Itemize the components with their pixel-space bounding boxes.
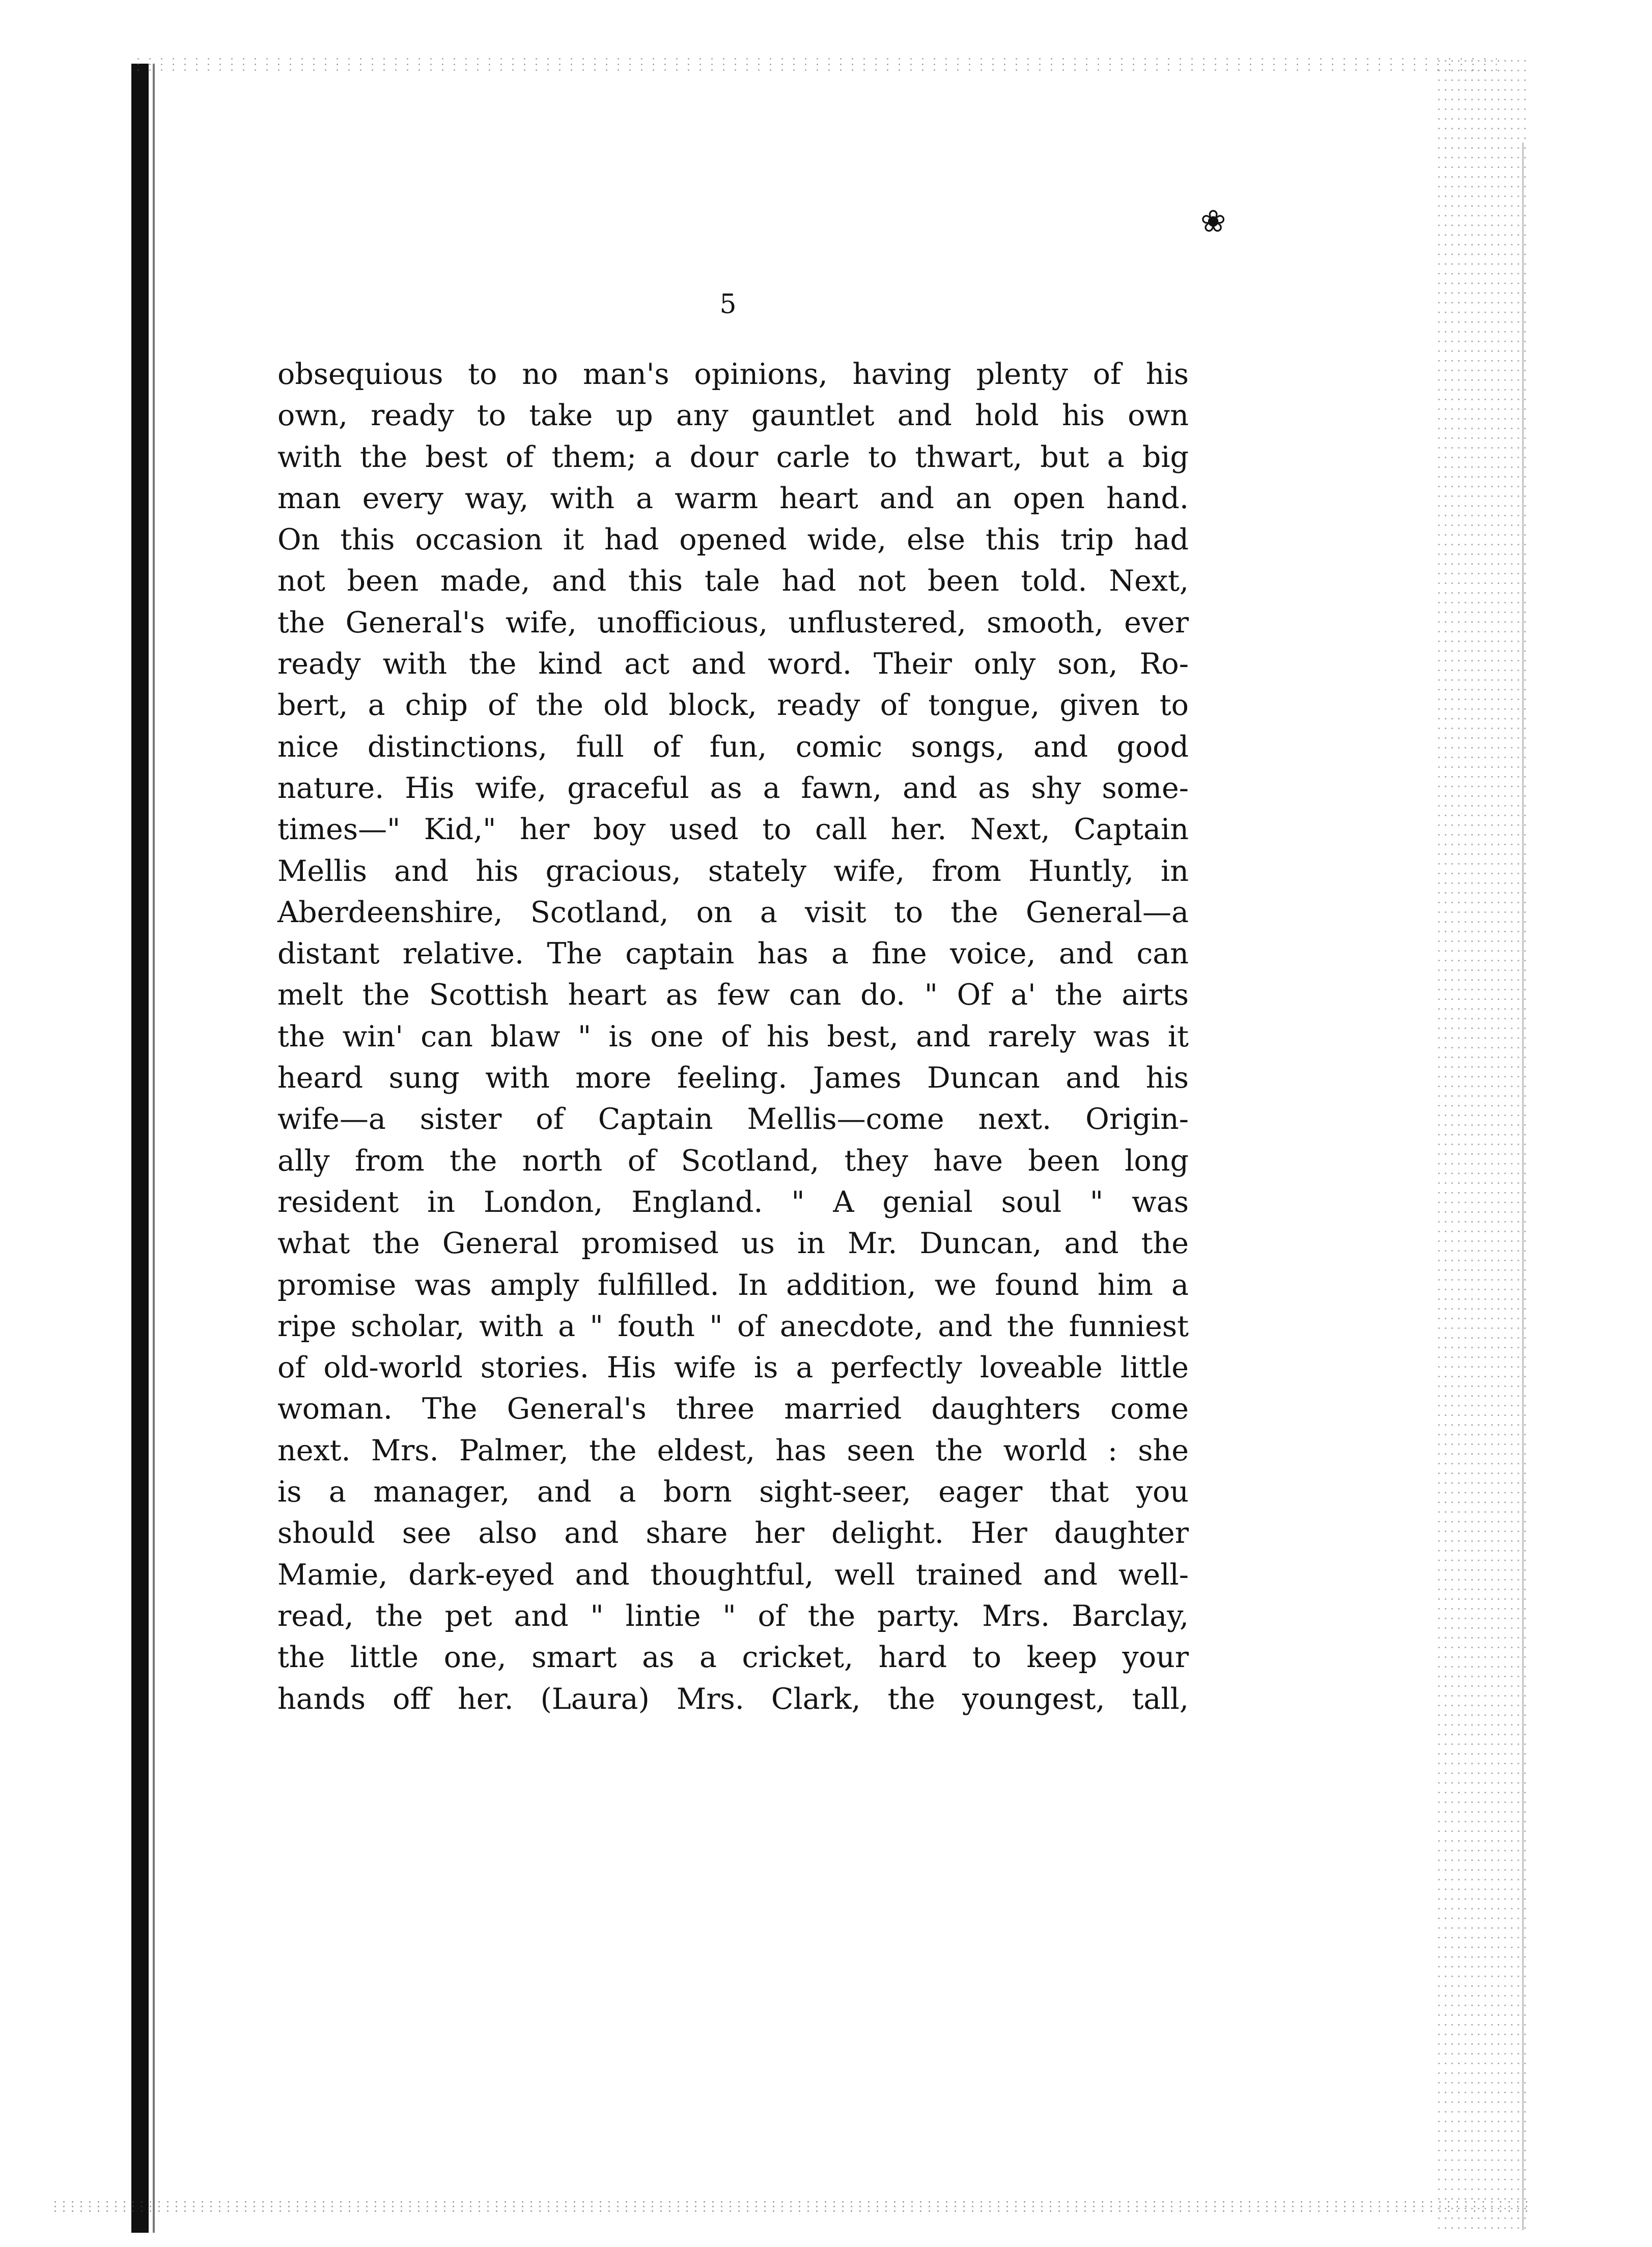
text-line: distant relative. The captain has a fine voice, and can [277,937,1189,971]
text-line: ripe scholar, with a " fouth " of anecdote, and the funniest [277,1309,1189,1343]
ink-blot-mark: ❀ [1200,204,1226,239]
text-line: times—" Kid," her boy used to call her. Next, Captain [277,813,1189,847]
text-line: with the best of them; a dour carle to thwart, but a big [277,440,1189,474]
body-text [277,354,1189,1720]
binding-shadow [131,64,149,2233]
top-page-edge [132,56,1497,71]
text-line: the General's wife, unofficious, unflustered, smooth, ever [277,605,1189,640]
text-line: not been made, and this tale had not been told. Next, [277,564,1189,598]
text-line: man every way, with a warm heart and an open hand. [277,481,1189,515]
text-line: the win' can blaw " is one of his best, and rarely was it [277,1019,1189,1053]
text-line: next. Mrs. Palmer, the eldest, has seen the world : she [277,1433,1189,1467]
text-line: resident in London, England. " A genial soul " was [277,1185,1189,1219]
text-line: promise was amply fulfilled. In addition, we found him a [277,1268,1189,1302]
text-line: Mellis and his gracious, stately wife, from Huntly, in [277,854,1189,888]
text-line: read, the pet and " lintie " of the party. Mrs. Barclay, [277,1599,1189,1633]
text-line: nice distinctions, full of fun, comic songs, and good [277,730,1189,764]
text-line: wife—a sister of Captain Mellis—come next. Origin- [277,1102,1189,1136]
text-line: ready with the kind act and word. Their only son, Ro- [277,647,1189,681]
text-line: should see also and share her delight. Her daughter [277,1516,1189,1550]
text-line: On this occasion it had opened wide, else this trip had [277,523,1189,557]
text-line: Mamie, dark-eyed and thoughtful, well trained and well- [277,1558,1189,1592]
text-line: melt the Scottish heart as few can do. " Of a' the airts [277,978,1189,1012]
text-line: hands off her. (Laura) Mrs. Clark, the youngest, tall, [277,1682,1189,1716]
text-line: obsequious to no man's opinions, having plenty of his [277,357,1189,391]
text-line: ally from the north of Scotland, they have been long [277,1144,1189,1178]
right-page-edge [1436,56,1527,2235]
text-line: nature. His wife, graceful as a fawn, and as shy some- [277,771,1189,805]
text-line: own, ready to take up any gauntlet and hold his own [277,399,1189,433]
text-line: of old-world stories. His wife is a perfectly loveable little [277,1351,1189,1385]
text-line: the little one, smart as a cricket, hard to keep your [277,1641,1189,1675]
page-number: 5 [719,289,737,320]
right-page-edge-line [1522,143,1524,2230]
text-line: what the General promised us in Mr. Duncan, and the [277,1227,1189,1261]
bottom-page-edge [51,2200,1527,2215]
text-line: woman. The General's three married daughters come [277,1392,1189,1426]
text-line: heard sung with more feeling. James Duncan and his [277,1061,1189,1095]
text-line: Aberdeenshire, Scotland, on a visit to the General—a [277,895,1189,929]
text-line: is a manager, and a born sight-seer, eager that you [277,1475,1189,1509]
binding-shadow-edge [153,64,155,2233]
text-line: bert, a chip of the old block, ready of tongue, given to [277,688,1189,723]
